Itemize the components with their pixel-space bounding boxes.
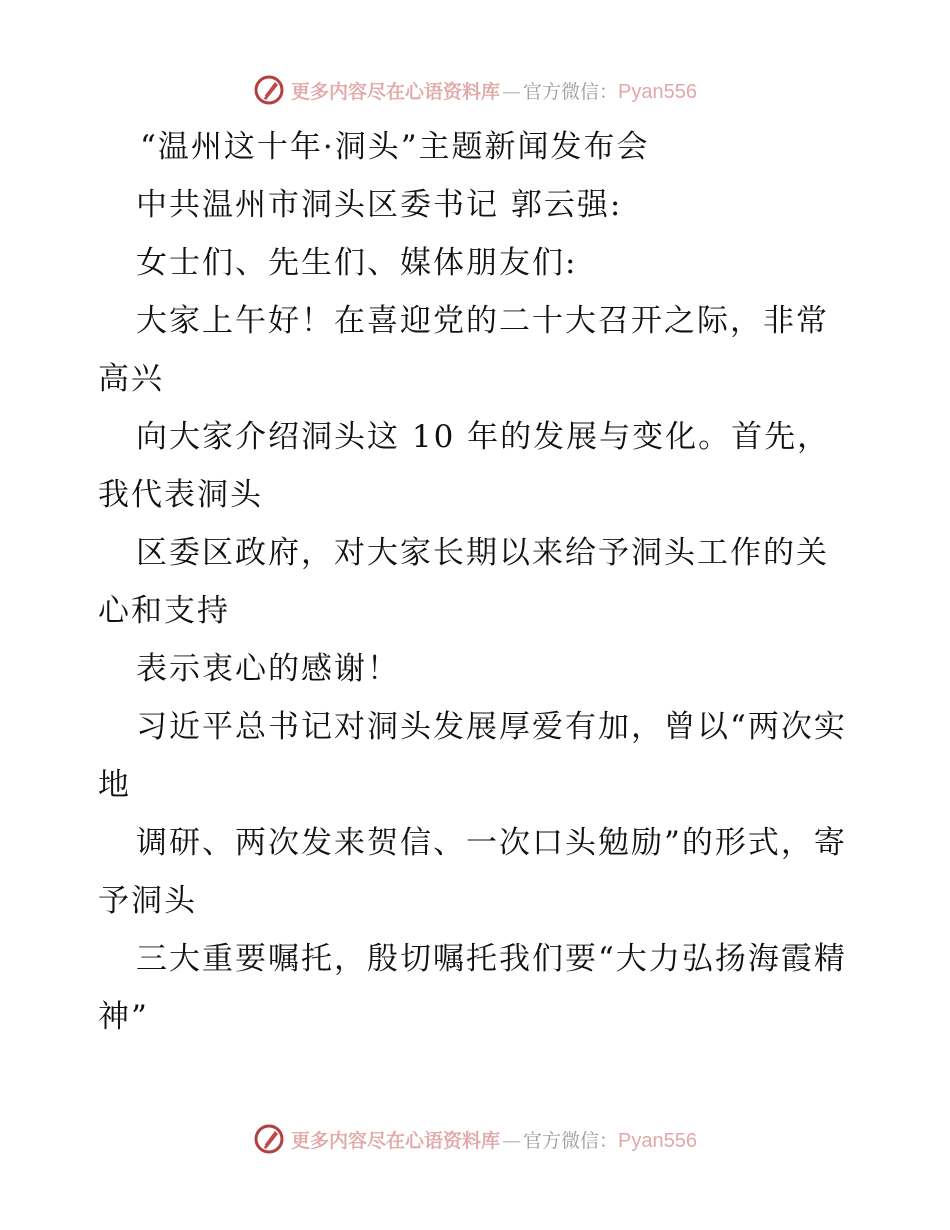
footer-watermark <box>0 1119 950 1159</box>
paragraph-line: 三大重要嘱托，殷切嘱托我们要“大力弘扬海霞精神” <box>98 941 847 1035</box>
watermark-subtitle: 官方微信： <box>523 1129 619 1152</box>
paragraph-line: 调研、两次发来贺信、一次口头勉励”的形式，寄予洞头 <box>98 825 847 919</box>
paragraph-line: 习近平总书记对洞头发展厚爱有加，曾以“两次实地 <box>98 709 847 803</box>
watermark-account: Pyan556 <box>618 1129 697 1152</box>
document-body <box>98 118 858 1046</box>
feather-pen-logo-icon <box>253 1123 285 1155</box>
document-title: “温州这十年·洞头”主题新闻发布会 <box>140 129 650 165</box>
speaker-line: 中共温州市洞头区委书记 郭云强: <box>136 187 623 223</box>
watermark-title: 更多内容尽在心语资料库 <box>291 1129 501 1152</box>
watermark-subtitle: 官方微信： <box>523 80 619 103</box>
paragraph-line: 向大家介绍洞头这 10 年的发展与变化。首先，我代表洞头 <box>98 419 831 513</box>
watermark-separator: — <box>502 80 522 103</box>
greeting-line: 女士们、先生们、媒体朋友们: <box>136 245 578 281</box>
watermark-title: 更多内容尽在心语资料库 <box>291 80 501 103</box>
paragraph-line: 大家上午好！在喜迎党的二十大召开之际，非常高兴 <box>98 303 829 397</box>
paragraph-line: 区委区政府，对大家长期以来给予洞头工作的关心和支持 <box>98 535 829 629</box>
watermark-separator: — <box>502 1129 522 1152</box>
paragraph-line: 表示衷心的感谢！ <box>136 651 400 687</box>
watermark-account: Pyan556 <box>618 80 697 103</box>
feather-pen-logo-icon <box>253 74 285 106</box>
header-watermark <box>0 70 950 110</box>
